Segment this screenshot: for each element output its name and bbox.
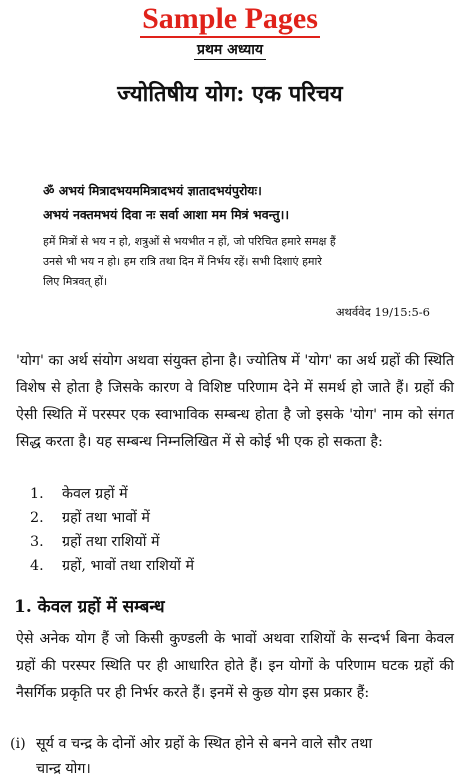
- roman-text-line-2: चान्द्र योग।: [36, 761, 91, 777]
- verse-reference: अथर्ववेद 19/15:5-6: [335, 305, 430, 319]
- list-text: ग्रहों तथा भावों में: [62, 510, 150, 526]
- list-number: 3.: [30, 534, 44, 550]
- chapter-label: [0, 40, 460, 59]
- chapter-title: ज्योतिषीय योग: एक परिचय: [117, 81, 343, 107]
- section-heading: 1. केवल ग्रहों में सम्बन्ध: [14, 597, 165, 617]
- roman-number: (i): [10, 736, 26, 752]
- chapter-text: प्रथम अध्याय: [194, 42, 266, 60]
- list-text: ग्रहों, भावों तथा राशियों में: [62, 558, 194, 574]
- list-item: [30, 484, 128, 503]
- section-paragraph: ऐसे अनेक योग हैं जो किसी कुण्डली के भावों अथवा राशियों के सन्दर्भ बिना केवल ग्रहों की परस्पर स्थिति पर ही आधारित होते हैं। इन योगों के परिणाम घटक ग्रहों की नैसर्गिक प्रकृति पर ही निर्भर करते हैं। इनमें से कुछ योग इस प्रकार हैं:: [16, 631, 454, 701]
- roman-text-line-1: सूर्य व चन्द्र के दोनों ओर ग्रहों के स्थित होने से बनने वाले सौर तथा: [36, 736, 373, 752]
- list-item: [30, 556, 194, 575]
- verse-line-2: अभयं नक्तमभयं दिवा नः सर्वा आशा मम मित्रं भवन्तु।।: [43, 207, 290, 222]
- list-item: [30, 508, 150, 527]
- banner-text: Sample Pages: [140, 2, 320, 38]
- list-number: 2.: [30, 510, 44, 526]
- list-number: 4.: [30, 558, 44, 574]
- sample-pages-banner: [0, 2, 460, 38]
- translation-line-3: लिए मित्रवत् हों।: [43, 275, 108, 288]
- list-text: ग्रहों तथा राशियों में: [62, 534, 160, 550]
- list-item: [30, 532, 160, 551]
- list-text: केवल ग्रहों में: [62, 486, 128, 502]
- intro-paragraph: 'योग' का अर्थ संयोग अथवा संयुक्त होना है। ज्योतिष में 'योग' का अर्थ ग्रहों की स्थिति विशेष से होता है जिसके कारण वे विशिष्ट परिणाम देने में समर्थ हो जाते हैं। ग्रहों की ऐसी स्थिति में परस्पर एक स्वाभाविक सम्बन्ध होता है जो इसके 'योग' नाम को संगत सिद्ध करता है। यह सम्बन्ध निम्नलिखित में से कोई भी एक हो सकता है:: [16, 353, 454, 450]
- translation-line-1: हमें मित्रों से भय न हो, शत्रुओं से भयभीत न हों, जो परिचित हमारे समक्ष हैं: [43, 235, 336, 248]
- verse-line-1: ॐ अभयं मित्रादभयममित्रादभयं ज्ञातादभयंपुरोयः।: [43, 183, 262, 198]
- list-number: 1.: [30, 486, 44, 502]
- translation-line-2: उनसे भी भय न हो। हम रात्रि तथा दिन में निर्भय रहें। सभी दिशाएं हमारे: [43, 255, 322, 268]
